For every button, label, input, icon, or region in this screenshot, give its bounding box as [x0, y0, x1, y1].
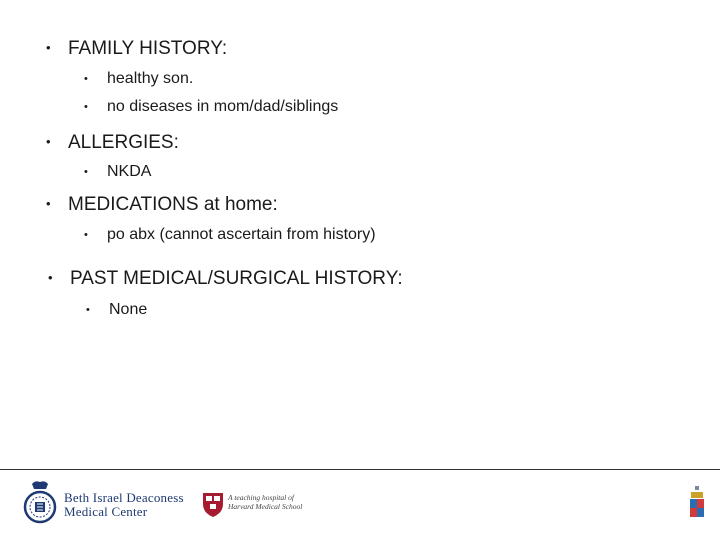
bullet: •	[46, 196, 51, 211]
bidmc-wordmark	[64, 491, 184, 519]
list-item	[84, 162, 151, 182]
harvard-shield-logo	[202, 492, 224, 518]
bullet: •	[48, 270, 53, 285]
hms-wordmark	[228, 493, 302, 511]
bullet: •	[46, 134, 51, 149]
item-text: po abx (cannot ascertain from history)	[107, 226, 376, 243]
footer-divider	[0, 469, 720, 470]
item-text: NKDA	[107, 163, 152, 180]
bullet: •	[86, 304, 90, 316]
bullet: •	[84, 166, 88, 178]
bidmc-seal-logo	[22, 480, 58, 526]
crest-logo	[688, 486, 706, 520]
list-item	[86, 300, 147, 320]
list-item	[84, 225, 376, 245]
bidmc-line-1: Beth Israel Deaconess	[64, 490, 184, 505]
list-item	[84, 69, 193, 89]
heading-allergies	[46, 130, 179, 155]
item-text: None	[109, 301, 148, 318]
bullet: •	[84, 101, 88, 113]
heading-medications	[46, 192, 278, 217]
hms-line-2: Harvard Medical School	[228, 502, 303, 511]
heading-text: ALLERGIES:	[68, 132, 179, 153]
bidmc-line-2: Medical Center	[64, 504, 148, 519]
heading-past-medical-history	[48, 266, 403, 291]
item-text: no diseases in mom/dad/siblings	[107, 98, 339, 115]
heading-family-history	[46, 36, 227, 61]
list-item	[84, 97, 338, 117]
hms-line-1: A teaching hospital of	[228, 493, 294, 502]
heading-text: FAMILY HISTORY:	[68, 38, 228, 59]
bullet: •	[46, 40, 51, 55]
item-text: healthy son.	[107, 70, 194, 87]
bullet: •	[84, 229, 88, 241]
heading-text: MEDICATIONS at home:	[68, 194, 278, 215]
bullet: •	[84, 73, 88, 85]
heading-text: PAST MEDICAL/SURGICAL HISTORY:	[70, 268, 403, 289]
